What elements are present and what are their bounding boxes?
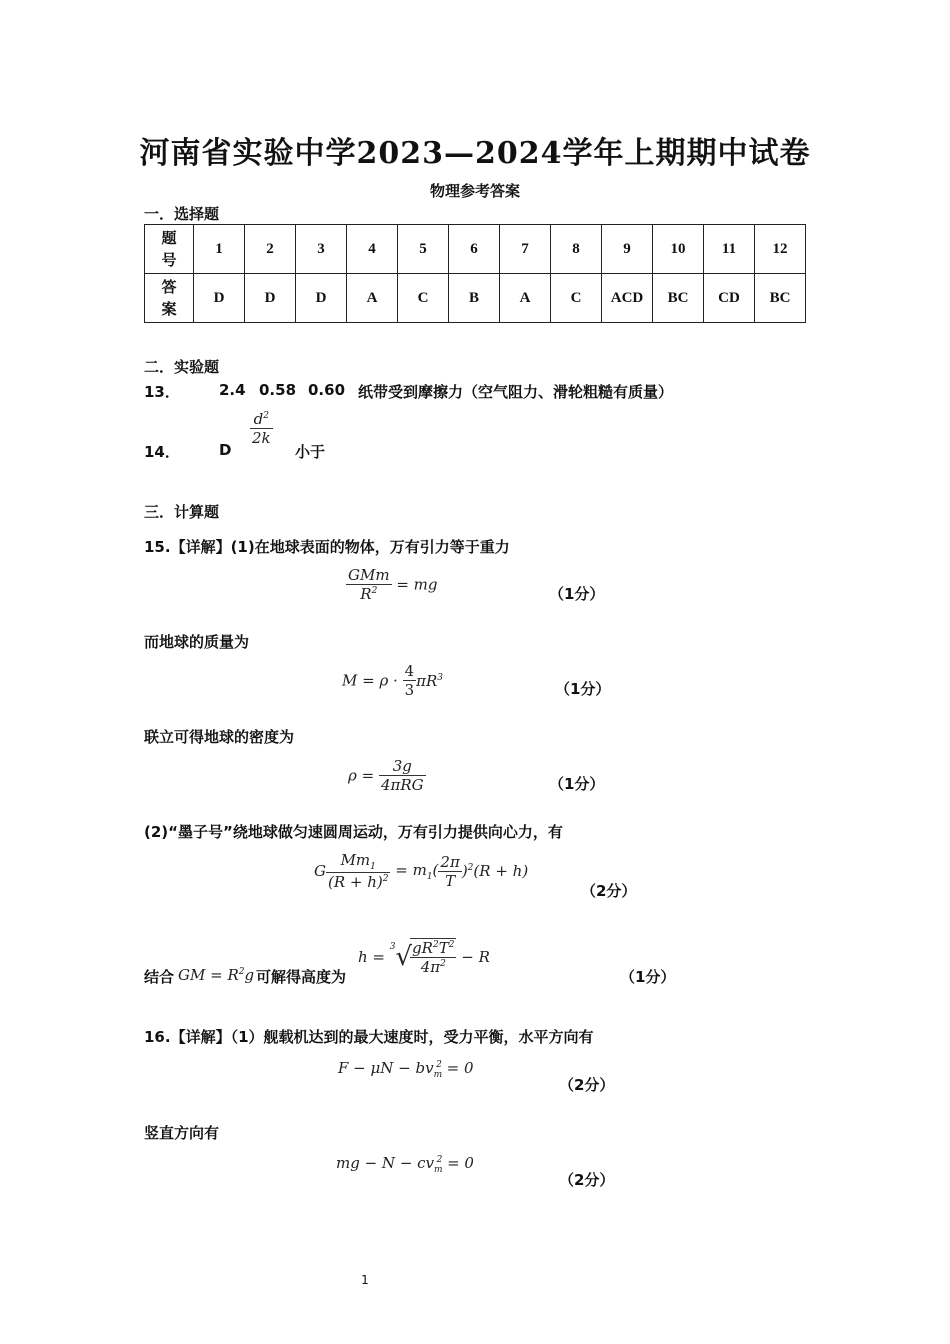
q16-intro: 16.【详解】（1）舰载机达到的最大速度时，受力平衡，水平方向有 xyxy=(144,1028,594,1046)
row-label-answer xyxy=(145,274,194,323)
q13-answer-2: 0.58 xyxy=(259,381,297,399)
q13-answer-3: 0.60 xyxy=(308,381,346,399)
answer-cell: CD xyxy=(704,274,755,323)
question-number: 2 xyxy=(245,225,296,274)
q14-number: 14． xyxy=(144,443,180,461)
q13-answer-1: 2.4 xyxy=(219,381,246,399)
q15-equation-2: M = ρ · $\frac{4}{3}$ $\pi R^3$ xyxy=(342,662,444,699)
q14-answer-2-fraction: $\frac{d^2}{2k}$ xyxy=(252,410,271,447)
q15-equation-3: ρ = $\frac{3g}{\text{4πRG}}$ xyxy=(348,757,424,794)
question-number: 12 xyxy=(755,225,806,274)
answer-cell: C xyxy=(551,274,602,323)
question-number: 9 xyxy=(602,225,653,274)
q14-answer-3: 小于 xyxy=(295,443,326,461)
q14-answer-1: D xyxy=(219,441,232,459)
q15-line-3: 联立可得地球的密度为 xyxy=(144,728,295,746)
question-number: 8 xyxy=(551,225,602,274)
question-number: 3 xyxy=(296,225,347,274)
answer-cell: D xyxy=(194,274,245,323)
q16-line-2: 竖直方向有 xyxy=(144,1124,220,1142)
answer-cell: A xyxy=(500,274,551,323)
q16-eq2-score: （2分） xyxy=(559,1171,615,1189)
q13-answer-4: 纸带受到摩擦力（空气阻力、滑轮粗糙有质量） xyxy=(358,383,674,401)
q15-equation-5: h = $^3$√ $\frac{gR^2T^2}{4\pi^2}$ − R xyxy=(358,939,490,976)
row-label-number-text: 题 号 xyxy=(161,229,177,269)
answer-cell: C xyxy=(398,274,449,323)
q16-equation-2: mg − $N - cv_m^2 = 0$ xyxy=(336,1154,474,1175)
question-number: 4 xyxy=(347,225,398,274)
q15-line-5-part-b: 可解得高度为 xyxy=(256,968,347,986)
q15-intro: 15.【详解】(1)在地球表面的物体，万有引力等于重力 xyxy=(144,538,510,556)
q15-equation-1: $\frac{\text{GMm}}{R^2}$ = mg xyxy=(348,566,438,603)
q15-eq2-score: （1分） xyxy=(555,680,611,698)
question-number: 6 xyxy=(449,225,500,274)
section-3-heading: 三．计算题 xyxy=(144,503,220,521)
q16-equation-1: $F - \mu N - bv_m^2 = 0$ xyxy=(338,1059,474,1080)
section-1-heading: 一．选择题 xyxy=(144,205,220,223)
question-number: 1 xyxy=(194,225,245,274)
q15-line-4: (2)“墨子号”绕地球做匀速圆周运动，万有引力提供向心力，有 xyxy=(144,823,563,841)
document-title: 河南省实验中学2023—2024学年上期期中试卷 xyxy=(139,136,811,171)
answer-cell: BC xyxy=(755,274,806,323)
q15-eq5-score: （1分） xyxy=(620,968,676,986)
document-subtitle: 物理参考答案 xyxy=(429,182,520,200)
answer-cell: D xyxy=(296,274,347,323)
q15-line-5-part-a: 结合 xyxy=(144,968,175,986)
table-row-answers xyxy=(145,274,806,323)
answer-cell: ACD xyxy=(602,274,653,323)
question-number: 5 xyxy=(398,225,449,274)
q15-eq1-score: （1分） xyxy=(549,585,605,603)
answer-cell: A xyxy=(347,274,398,323)
q15-eq4-score: （2分） xyxy=(581,882,637,900)
question-number: 11 xyxy=(704,225,755,274)
answer-cell: D xyxy=(245,274,296,323)
q15-eq3-score: （1分） xyxy=(549,775,605,793)
q15-gm-relation: GM = $R^2g$ xyxy=(178,966,255,984)
question-number: 10 xyxy=(653,225,704,274)
answer-table xyxy=(144,224,806,323)
question-number: 7 xyxy=(500,225,551,274)
page-number: 1 xyxy=(361,1273,369,1287)
row-label-number xyxy=(145,225,194,274)
q15-equation-4: G $\frac{Mm_1}{(R + h)^2}$ = $m_1$( $\frac{2\pi}{T}$ )$^2$(R + h) xyxy=(314,851,529,891)
q16-eq1-score: （2分） xyxy=(559,1076,615,1094)
q13-number: 13． xyxy=(144,383,180,401)
q15-line-2: 而地球的质量为 xyxy=(144,633,250,651)
row-label-answer-text: 答 案 xyxy=(161,278,177,318)
answer-cell: B xyxy=(449,274,500,323)
answer-cell: BC xyxy=(653,274,704,323)
section-2-heading: 二．实验题 xyxy=(144,358,220,376)
table-row-numbers xyxy=(145,225,806,274)
